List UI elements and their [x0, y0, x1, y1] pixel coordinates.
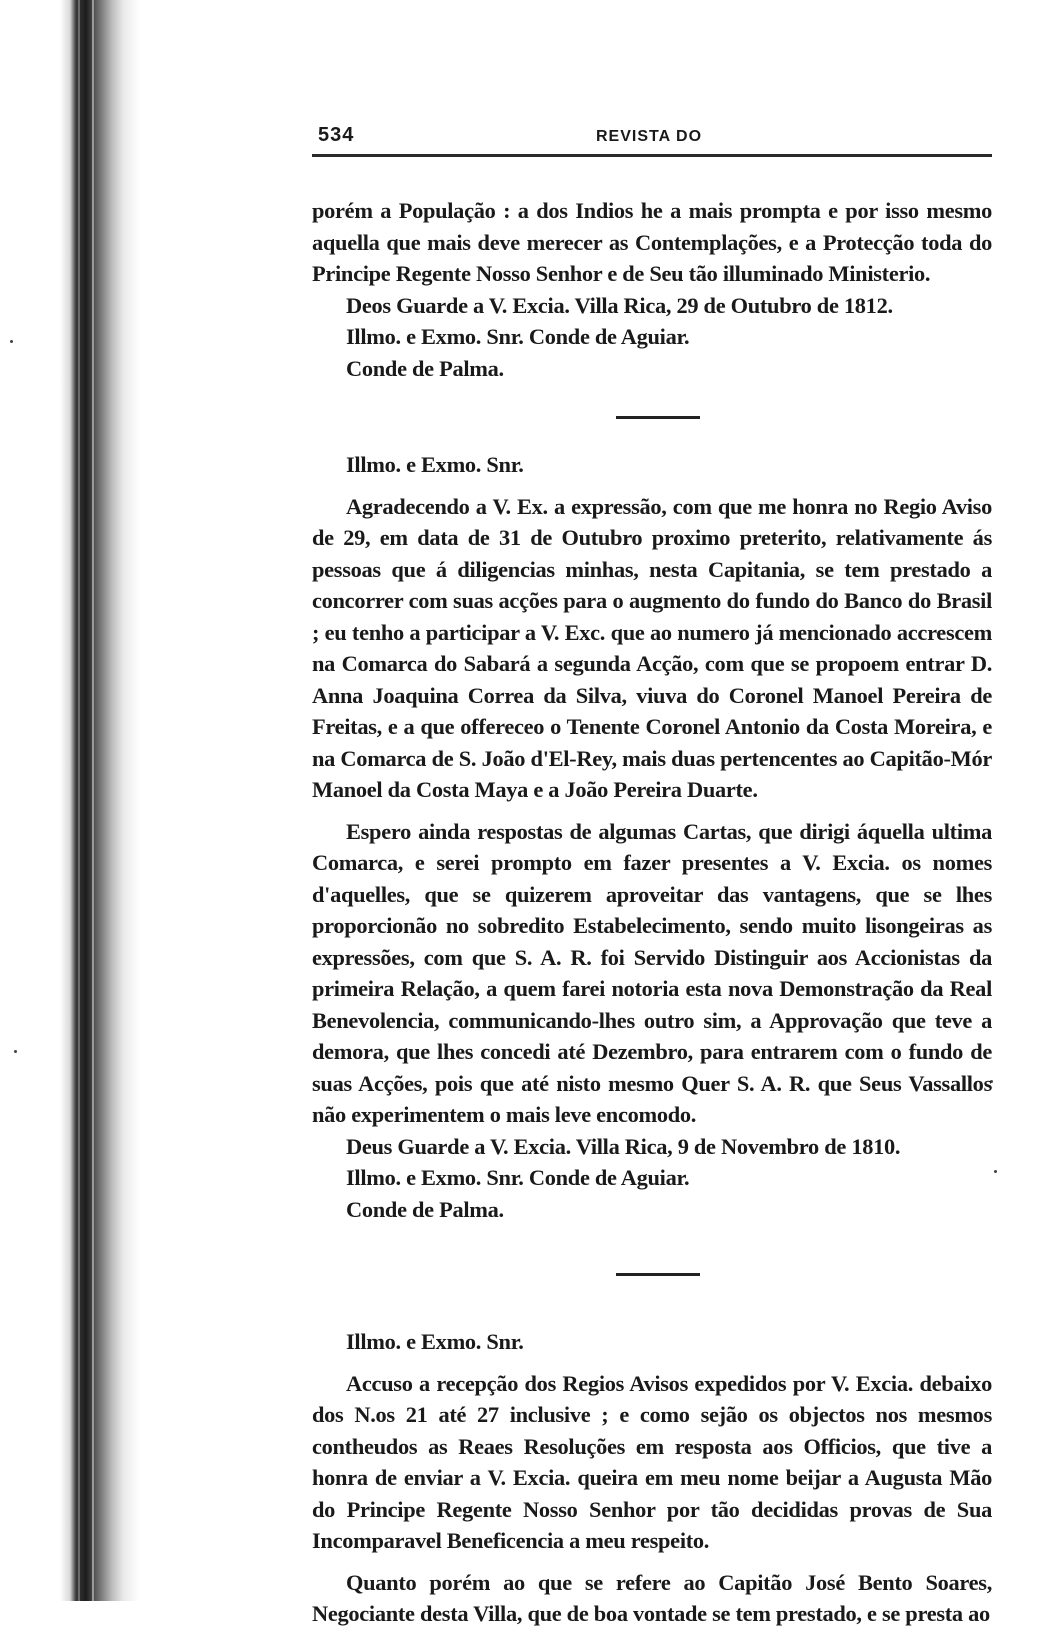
- letter-2-signature: Conde de Palma.: [346, 1196, 504, 1222]
- letter-3-salutation: Illmo. e Exmo. Snr.: [346, 1329, 524, 1354]
- letter-2-paragraph: Agradecendo a V. Ex. a expressão, com que me honra no Regio Aviso de 29, em data de 31 de Outubro proximo preterito, relativamente ás pessoas que á diligencias minhas, nesta Capitania, se tem prestado a concorrer com suas acções para o augmento do fundo do Banco do Brasil ; eu tenho a participar a V. Exc. que ao numero já mencionado accrescem na Comarca do Sabará a segunda Acção, com que se propoem entrar D. Anna Joaquina Correa da Silva, viuva do Coronel Manoel Pereira de Freitas, e a que offereceo o Tenente Coronel Antonio da Costa Moreira, e na Comarca de S. João d'El-Rey, mais duas pertencentes ao Capitão-Mór Manoel da Costa Maya e a João Pereira Duarte.: [312, 493, 992, 802]
- letter-1-addressee: Illmo. e Exmo. Snr. Conde de Aguiar.: [346, 324, 690, 349]
- binding-streak: [92, 0, 94, 1601]
- letter-2-salutation: Illmo. e Exmo. Snr.: [346, 452, 524, 477]
- book-page: [312, 118, 992, 1630]
- letter-3-paragraph: Accuso a recepção dos Regios Avisos expedidos por V. Excia. debaixo dos N.os 21 até 27 inclusive ; e como sejão os objectos nos mesmos contheudos as Reaes Resoluções em resposta aos Officios, que tive a honra de enviar a V. Excia. queira em meu nome beijar a Augusta Mão do Principe Regente Nosso Senhor por tão decididas provas de Sua Incomparavel Beneficencia a meu respeito.: [312, 1370, 992, 1553]
- letter-2-paragraph: Espero ainda respostas de algumas Cartas, que dirigi áquella ultima Comarca, e serei prompto em fazer presentes a V. Excia. os nomes d'aquelles, que se quizerem aproveitar das vantagens, que se lhes proporcionão no sobredito Estabelecimento, sendo muito lisongeiras as expressões, com que S. A. R. foi Servido Distinguir aos Accionistas da primeira Relação, a quem farei notoria esta nova Demonstração da Real Benevolencia, communicando-lhes outro sim, a Approvação que teve a demora, que lhes concedi até Dezembro, para entrarem com o fundo de suas Acções, pois que até nisto mesmo Quer S. A. R. que Seus Vassallos não experimentem o mais leve encomodo.: [312, 818, 992, 1127]
- letter-2: [312, 449, 992, 1225]
- letter-3-paragraph: Quanto porém ao que se refere ao Capitão José Bento Soares, Negociante desta Villa, que de boa vontade se tem prestado, e se presta ao: [312, 1569, 992, 1626]
- scan-speck: [14, 1050, 17, 1053]
- scan-speck: [994, 1170, 997, 1173]
- scan-speck: [10, 340, 13, 343]
- letter-2-closing: Deus Guarde a V. Excia. Villa Rica, 9 de Novembro de 1810.: [346, 1133, 901, 1159]
- letter-1-signature: Conde de Palma.: [346, 355, 504, 381]
- running-head: REVISTA DO: [596, 128, 703, 145]
- letter-1-body: porém a População : a dos Indios he a mais prompta e por isso mesmo aquella que mais deve merecer as Contemplações, e a Protecção toda do Principe Regente Nosso Senhor e de Seu tão illuminado Ministerio.: [312, 198, 992, 286]
- binding-streak: [78, 0, 80, 1601]
- letter-1-closing: Deos Guarde a V. Excia. Villa Rica, 29 de Outubro de 1812.: [346, 292, 893, 318]
- letter-3: [312, 1326, 992, 1630]
- page-header: [312, 118, 992, 157]
- book-binding-shadow: [0, 0, 140, 1601]
- letter-1: [312, 195, 992, 384]
- page-number: 534: [318, 124, 355, 146]
- letter-2-addressee: Illmo. e Exmo. Snr. Conde de Aguiar.: [346, 1165, 690, 1190]
